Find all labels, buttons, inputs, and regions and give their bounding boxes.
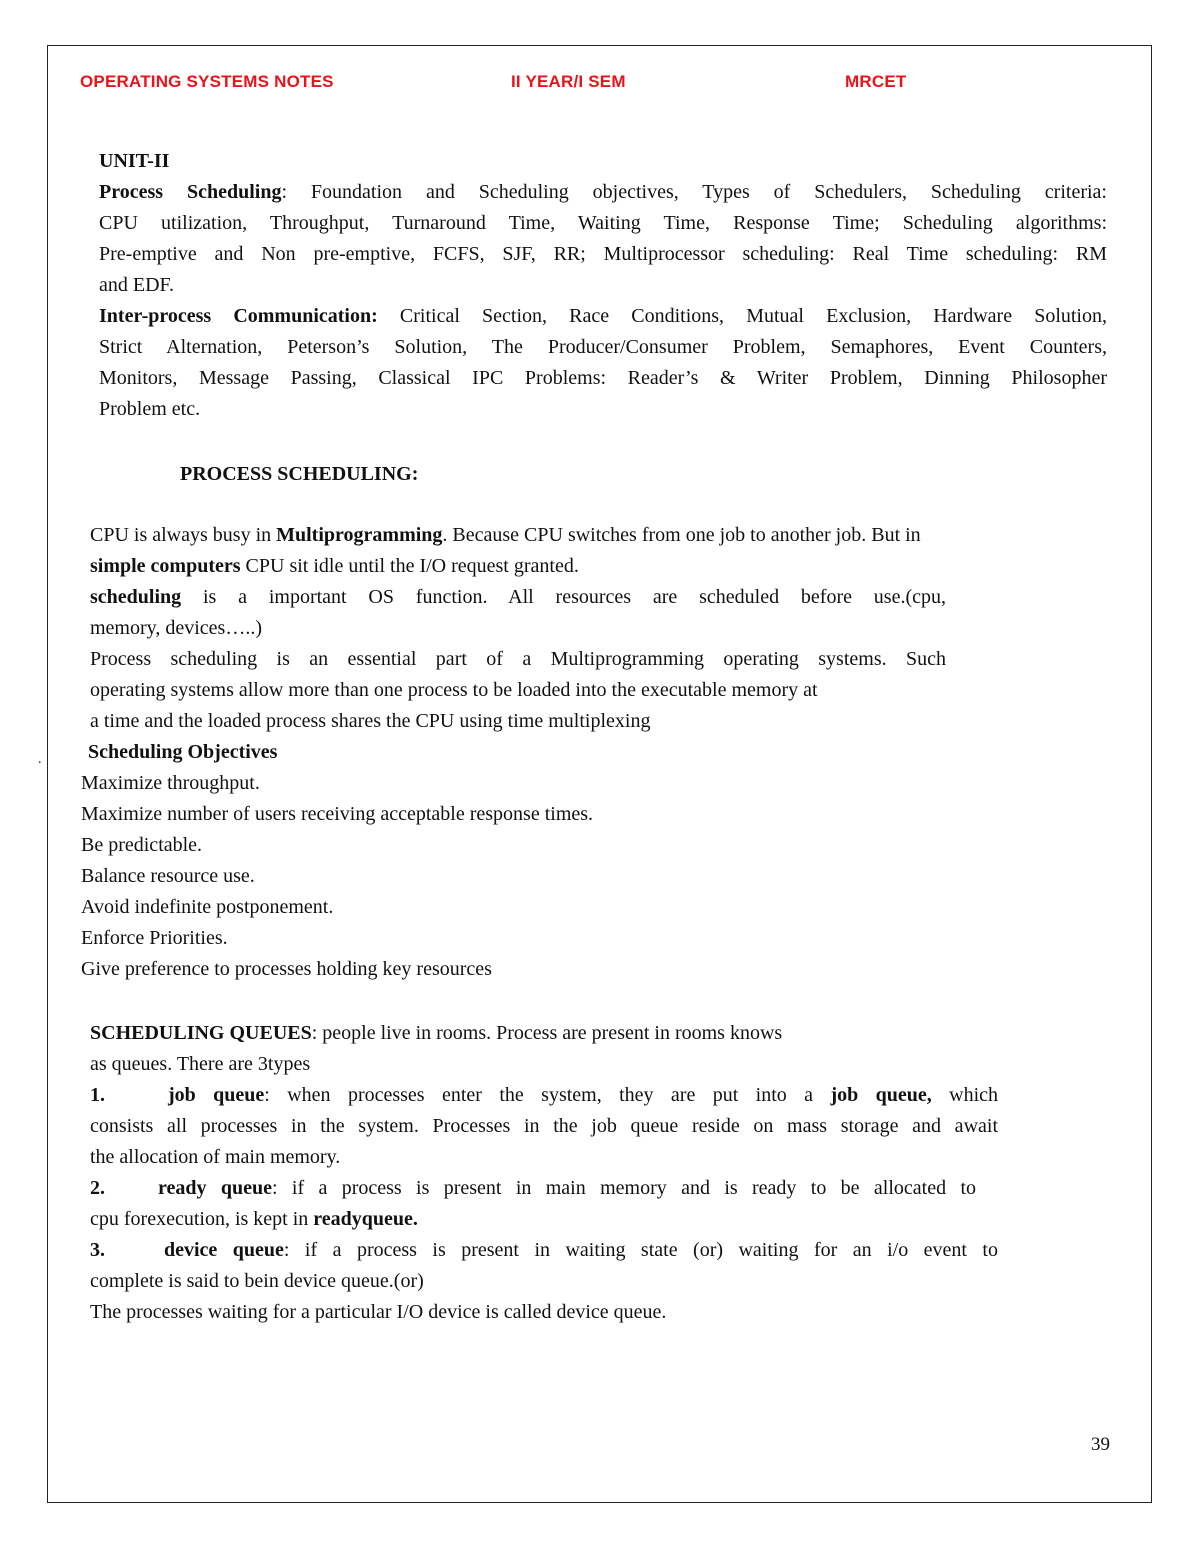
objective-item: Enforce Priorities. [81, 927, 228, 949]
queues-intro: as queues. There are 3types [90, 1053, 311, 1075]
device-queue-text: The processes waiting for a particular I/O device is called device queue. [90, 1301, 667, 1323]
ready-queue-text: cpu forexecution, is kept in readyqueue. [90, 1208, 418, 1230]
device-queue-item: 3. device queue: if a process is present in waiting state (or) waiting for an i/o event to [90, 1239, 998, 1261]
job-queue-item: 1. job queue: when processes enter the system, they are put into a job queue, which [90, 1084, 998, 1106]
objectives-heading: Scheduling Objectives [88, 741, 278, 763]
margin-mark: . [38, 752, 42, 767]
process-scheduling-topics: Process Scheduling: Foundation and Scheduling objectives, Types of Schedulers, Scheduling criteria: [99, 181, 1107, 203]
topics-line: and EDF. [99, 274, 175, 296]
header-year-sem: II YEAR/I SEM [511, 72, 626, 91]
topics-line: CPU utilization, Throughput, Turnaround Time, Waiting Time, Response Time; Scheduling algorithms: [99, 212, 1107, 234]
intro-paragraph: operating systems allow more than one process to be loaded into the executable memory at [90, 679, 818, 701]
header-course-title: OPERATING SYSTEMS NOTES [80, 72, 334, 91]
objective-item: Give preference to processes holding key resources [81, 958, 492, 980]
job-queue-text: consists all processes in the system. Processes in the job queue reside on mass storage and await [90, 1115, 998, 1137]
page-number: 39 [1091, 1434, 1110, 1455]
intro-paragraph: a time and the loaded process shares the CPU using time multiplexing [90, 710, 651, 732]
objective-item: Maximize throughput. [81, 772, 260, 794]
ready-queue-item: 2. ready queue: if a process is present in main memory and is ready to be allocated to [90, 1177, 976, 1199]
unit-title: UNIT-II [99, 150, 170, 172]
intro-paragraph: CPU is always busy in Multiprogramming. Because CPU switches from one job to another job. But in [90, 524, 921, 546]
objective-item: Maximize number of users receiving acceptable response times. [81, 803, 594, 825]
objective-item: Balance resource use. [81, 865, 255, 887]
intro-paragraph: simple computers CPU sit idle until the I/O request granted. [90, 555, 579, 577]
objective-item: Be predictable. [81, 834, 203, 856]
intro-paragraph: scheduling is a important OS function. All resources are scheduled before use.(cpu, [90, 586, 946, 608]
intro-paragraph: Process scheduling is an essential part of a Multiprogramming operating systems. Such [90, 648, 946, 670]
header-college: MRCET [845, 72, 907, 91]
topics-line: Pre-emptive and Non pre-emptive, FCFS, SJF, RR; Multiprocessor scheduling: Real Time scheduling: RM [99, 243, 1107, 265]
topics-line: Monitors, Message Passing, Classical IPC Problems: Reader’s & Writer Problem, Dinning Philosopher [99, 367, 1107, 389]
device-queue-text: complete is said to bein device queue.(or) [90, 1270, 424, 1292]
topics-line: Problem etc. [99, 398, 201, 420]
section-heading: PROCESS SCHEDULING: [180, 463, 419, 485]
topics-line: Strict Alternation, Peterson’s Solution, The Producer/Consumer Problem, Semaphores, Event Counters, [99, 336, 1107, 358]
job-queue-text: the allocation of main memory. [90, 1146, 341, 1168]
ipc-topics: Inter-process Communication: Critical Section, Race Conditions, Mutual Exclusion, Hardware Solution, [99, 305, 1107, 327]
intro-paragraph: memory, devices…..) [90, 617, 262, 639]
objective-item: Avoid indefinite postponement. [81, 896, 334, 918]
queues-heading: SCHEDULING QUEUES: people live in rooms. Process are present in rooms knows [90, 1022, 783, 1044]
